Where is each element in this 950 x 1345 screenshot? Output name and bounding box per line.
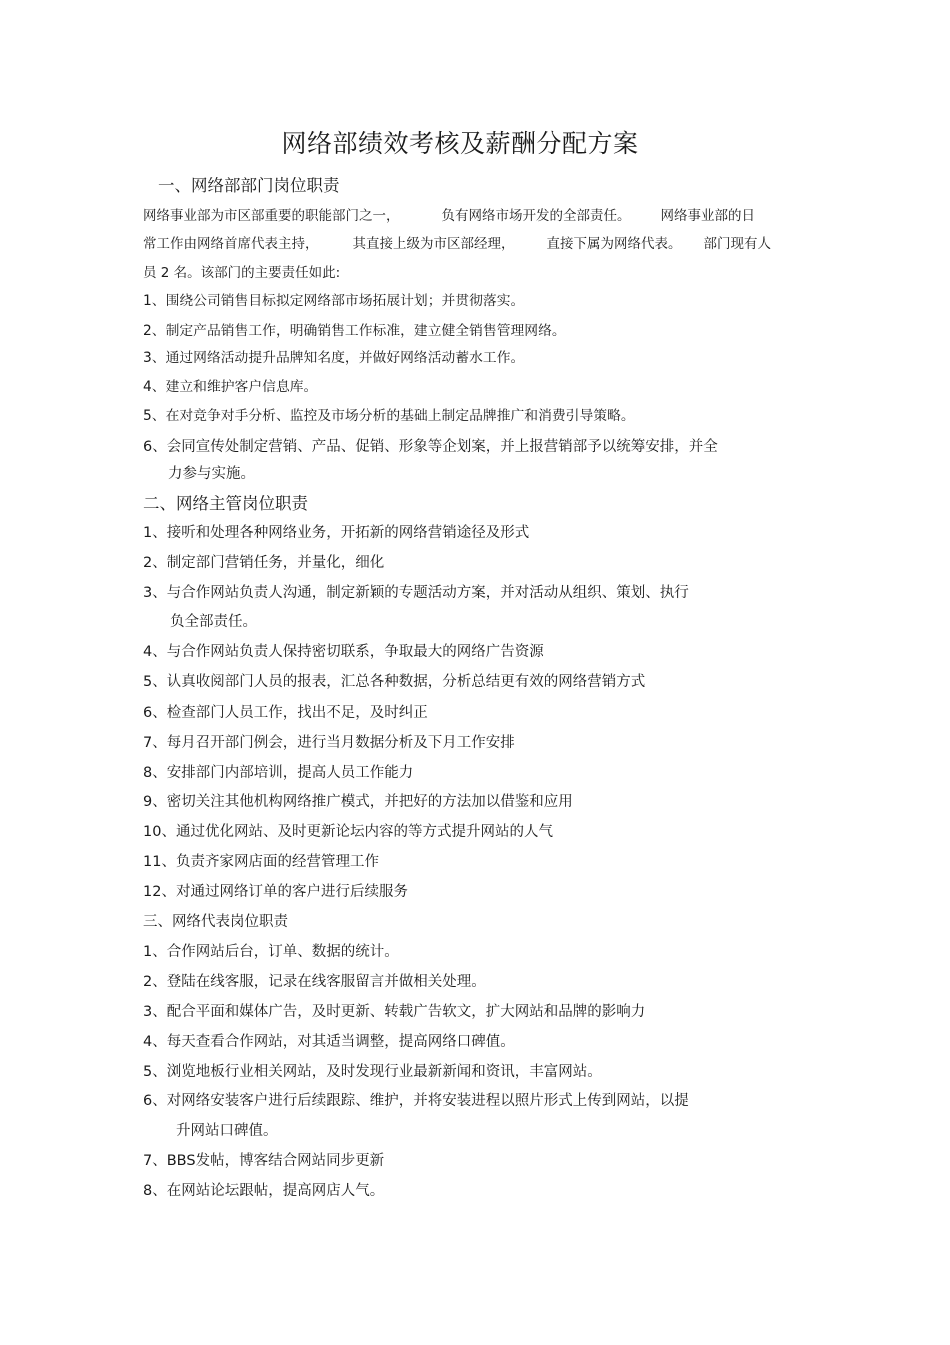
section2-item: 2、制定部门营销任务，并量化，细化 <box>143 555 385 571</box>
section2-item: 4、与合作网站负责人保持密切联系，争取最大的网络广告资源 <box>143 644 544 660</box>
section1-item: 6、会同宣传处制定营销、产品、促销、形象等企划案，并上报营销部予以统筹安排，并全 <box>143 439 718 455</box>
section1-item: 3、通过网络活动提升品牌知名度，并做好网络活动蓄水工作。 <box>143 350 525 366</box>
intro-line2-part-d: 部门现有人 <box>703 236 771 252</box>
intro-line2-part-a: 常工作由网络首席代表主持， <box>143 236 319 252</box>
section3-item-continuation: 升网站口碑值。 <box>176 1123 278 1139</box>
section2-item: 1、接听和处理各种网络业务，开拓新的网络营销途径及形式 <box>143 525 530 541</box>
section2-item: 12、对通过网络订单的客户进行后续服务 <box>143 884 408 900</box>
intro-line2-part-b: 其直接上级为市区部经理， <box>352 236 515 252</box>
intro-line1-part-c: 网络事业部的日 <box>660 208 755 224</box>
section3-item: 5、浏览地板行业相关网站，及时发现行业最新新闻和资讯，丰富网站。 <box>143 1064 602 1080</box>
section2-item: 10、通过优化网站、及时更新论坛内容的等方式提升网站的人气 <box>143 824 553 840</box>
section2-item: 7、每月召开部门例会，进行当月数据分析及下月工作安排 <box>143 735 515 751</box>
section3-item: 8、在网站论坛跟帖，提高网店人气。 <box>143 1183 385 1199</box>
section1-item: 1、围绕公司销售目标拟定网络部市场拓展计划；并贯彻落实。 <box>143 293 525 309</box>
section2-item: 11、负责齐家网店面的经营管理工作 <box>143 854 379 870</box>
section2-item: 5、认真收阅部门人员的报表，汇总各种数据，分析总结更有效的网络营销方式 <box>143 674 646 690</box>
section1-intro-line3: 员 2 名。该部门的主要责任如此: <box>143 265 341 281</box>
section2-heading: 二、网络主管岗位职责 <box>143 494 308 513</box>
section3-item: 4、每天查看合作网站，对其适当调整，提高网络口碑值。 <box>143 1034 515 1050</box>
section2-item: 8、安排部门内部培训，提高人员工作能力 <box>143 765 414 781</box>
section1-heading: 一、网络部部门岗位职责 <box>158 176 340 195</box>
document-title: 网络部绩效考核及薪酬分配方案 <box>281 129 639 158</box>
section1-item: 5、在对竞争对手分析、监控及市场分析的基础上制定品牌推广和消费引导策略。 <box>143 408 635 424</box>
section3-item: 3、配合平面和媒体广告，及时更新、转载广告软文，扩大网站和品牌的影响力 <box>143 1004 646 1020</box>
section3-heading: 三、网络代表岗位职责 <box>143 914 288 930</box>
intro-line2-part-c: 直接下属为网络代表。 <box>546 236 682 252</box>
section1-item: 4、建立和维护客户信息库。 <box>143 379 318 395</box>
section2-item: 3、与合作网站负责人沟通，制定新颖的专题活动方案，并对活动从组织、策划、执行 <box>143 585 689 601</box>
section2-item-continuation: 负全部责任。 <box>170 614 257 630</box>
section1-intro-line1 <box>143 204 755 224</box>
section1-intro-line2 <box>143 232 771 252</box>
intro-line1-part-b: 负有网络市场开发的全部责任。 <box>441 208 631 224</box>
section2-item: 9、密切关注其他机构网络推广模式，并把好的方法加以借鉴和应用 <box>143 794 573 810</box>
section3-item: 1、合作网站后台，订单、数据的统计。 <box>143 944 399 960</box>
section3-item: 2、登陆在线客服，记录在线客服留言并做相关处理。 <box>143 974 486 990</box>
section2-item: 6、检查部门人员工作，找出不足，及时纠正 <box>143 705 428 721</box>
section1-item: 2、制定产品销售工作，明确销售工作标准，建立健全销售管理网络。 <box>143 323 566 339</box>
section1-item-continuation: 力参与实施。 <box>168 466 255 482</box>
intro-line1-part-a: 网络事业部为市区部重要的职能部门之一， <box>143 208 400 224</box>
section3-item: 6、对网络安装客户进行后续跟踪、维护，并将安装进程以照片形式上传到网站，以提 <box>143 1093 689 1109</box>
section3-item: 7、BBS发帖，博客结合网站同步更新 <box>143 1153 385 1169</box>
